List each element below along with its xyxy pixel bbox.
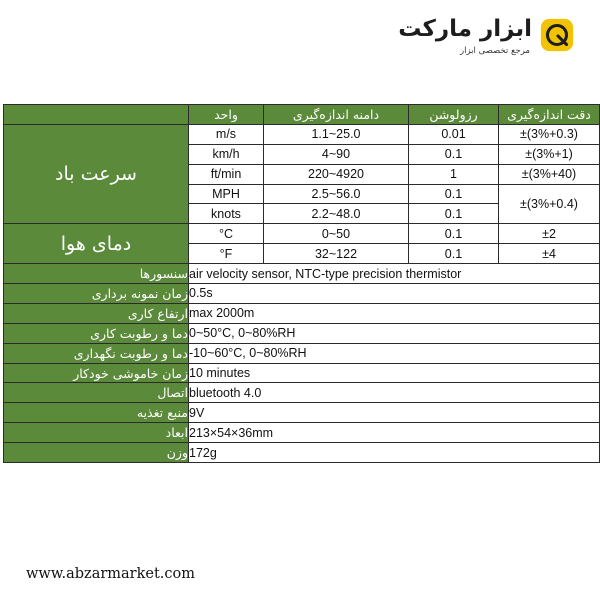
range-cell: 4~90	[264, 144, 409, 164]
spec-label: دما و رطوبت نگهداری	[4, 343, 189, 363]
resolution-cell: 0.01	[409, 124, 499, 144]
spec-value: 0~50°C, 0~80%RH	[189, 323, 600, 343]
brand-tagline: مرجع تخصصی ابزار	[460, 46, 530, 56]
spec-value: 213×54×36mm	[189, 423, 600, 443]
unit-cell: ft/min	[189, 164, 264, 184]
accuracy-cell: ±2	[499, 224, 600, 244]
header-unit: واحد	[189, 105, 264, 125]
accuracy-cell: ±(3%+0.4)	[499, 184, 600, 224]
accuracy-cell: ±(3%+0.3)	[499, 124, 600, 144]
spec-value: bluetooth 4.0	[189, 383, 600, 403]
brand-icon	[538, 16, 576, 54]
spec-label: زمان نمونه برداری	[4, 284, 189, 304]
spec-row	[4, 303, 600, 323]
unit-cell: m/s	[189, 124, 264, 144]
accuracy-cell: ±(3%+1)	[499, 144, 600, 164]
resolution-cell: 0.1	[409, 204, 499, 224]
air-temp-title: دمای هوا	[4, 224, 189, 264]
range-cell: 1.1~25.0	[264, 124, 409, 144]
brand-name: ابزار مارکت	[398, 16, 532, 42]
range-cell: 0~50	[264, 224, 409, 244]
table-header-row	[4, 105, 600, 125]
spec-row	[4, 343, 600, 363]
spec-value: max 2000m	[189, 303, 600, 323]
range-cell: 32~122	[264, 244, 409, 264]
spec-row	[4, 403, 600, 423]
spec-label: سنسورها	[4, 264, 189, 284]
accuracy-cell: ±(3%+40)	[499, 164, 600, 184]
spec-value: 172g	[189, 443, 600, 463]
resolution-cell: 0.1	[409, 224, 499, 244]
spec-value: 0.5s	[189, 284, 600, 304]
spec-value: 10 minutes	[189, 363, 600, 383]
spec-label: دما و رطوبت کاری	[4, 323, 189, 343]
header-corner	[4, 105, 189, 125]
spec-value: -10~60°C, 0~80%RH	[189, 343, 600, 363]
spec-label: وزن	[4, 443, 189, 463]
spec-row	[4, 323, 600, 343]
spec-label: ابعاد	[4, 423, 189, 443]
unit-cell: °F	[189, 244, 264, 264]
header-resolution: رزولوشن	[409, 105, 499, 125]
spec-label: زمان خاموشی خودکار	[4, 363, 189, 383]
accuracy-cell: ±4	[499, 244, 600, 264]
spec-label: اتصال	[4, 383, 189, 403]
spec-row	[4, 443, 600, 463]
spec-row	[4, 284, 600, 304]
table-row	[4, 224, 600, 244]
unit-cell: MPH	[189, 184, 264, 204]
resolution-cell: 1	[409, 164, 499, 184]
spec-value: 9V	[189, 403, 600, 423]
spec-value: air velocity sensor, NTC-type precision thermistor	[189, 264, 600, 284]
range-cell: 220~4920	[264, 164, 409, 184]
brand-logo	[398, 10, 578, 62]
unit-cell: °C	[189, 224, 264, 244]
resolution-cell: 0.1	[409, 244, 499, 264]
spec-row	[4, 264, 600, 284]
resolution-cell: 0.1	[409, 144, 499, 164]
wind-speed-title: سرعت باد	[4, 124, 189, 223]
header-range: دامنه اندازه‌گیری	[264, 105, 409, 125]
spec-table	[3, 104, 600, 463]
spec-label: ارتفاع کاری	[4, 303, 189, 323]
range-cell: 2.5~56.0	[264, 184, 409, 204]
website-url: www.abzarmarket.com	[26, 566, 195, 582]
spec-row	[4, 383, 600, 403]
unit-cell: km/h	[189, 144, 264, 164]
header-accuracy: دقت اندازه‌گیری	[499, 105, 600, 125]
spec-row	[4, 423, 600, 443]
spec-label: منبع تغذیه	[4, 403, 189, 423]
range-cell: 2.2~48.0	[264, 204, 409, 224]
spec-row	[4, 363, 600, 383]
resolution-cell: 0.1	[409, 184, 499, 204]
table-row	[4, 124, 600, 144]
unit-cell: knots	[189, 204, 264, 224]
